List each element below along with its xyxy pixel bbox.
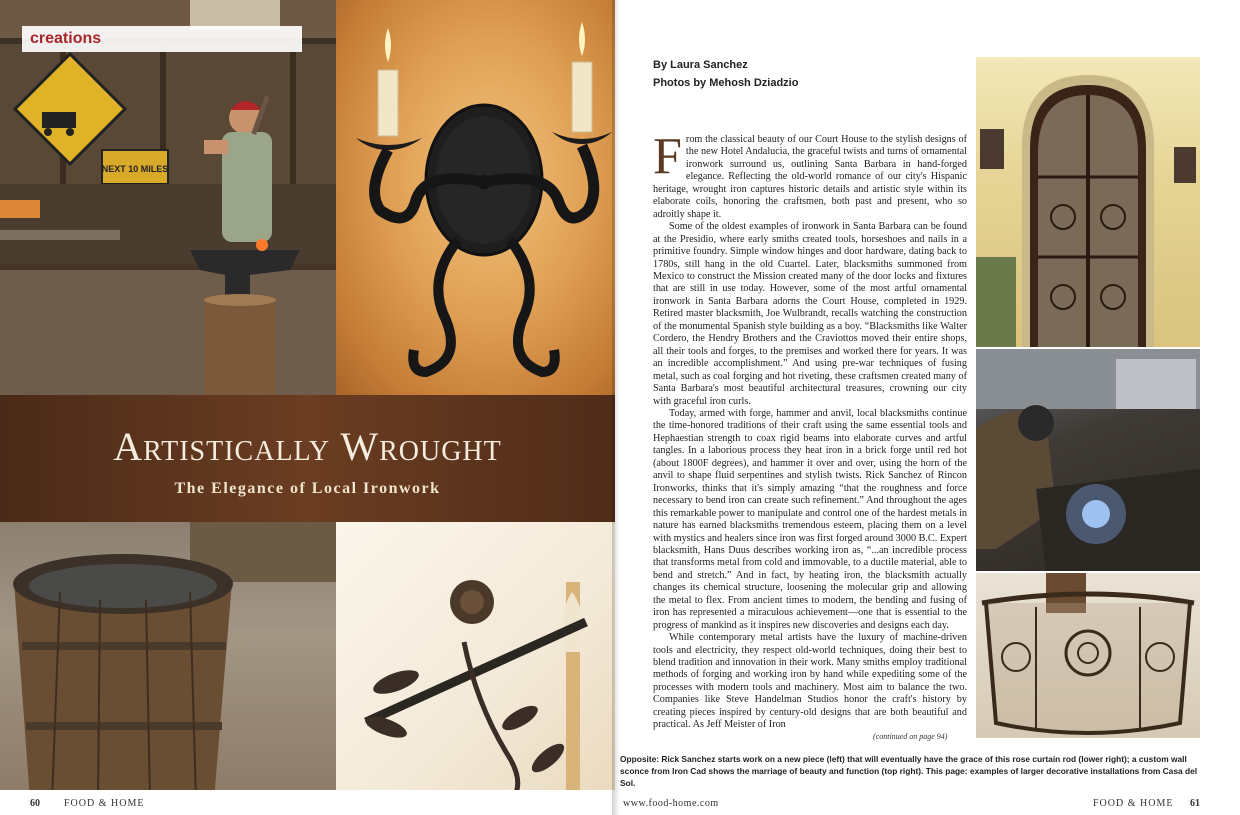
photo-wall-sconce [336, 0, 615, 395]
left-page [0, 0, 615, 815]
paragraph: Some of the oldest examples of ironwork in Santa Barbara can be found at the Presidio, where early smiths created tools, horseshoes and nails in a primitive foundry. Simple window hinges and door hardware, dating back to 1780s, still hang in the old Cuartel. Later, blacksmiths summoned from Mexico to construct the Mission created many of the door locks and fixtures that are still in use today. However, some of the most artful ornamental ironwork in Santa Barbara adorns the Court House, completed in 1929. Retired master blacksmith, Joe Wulbrandt, recalls watching the construction of the monumental Spanish style building as a boy. “Blacksmiths like Walter Cordero, the Hendry Brothers and the Craviottos moved their entire shops, all their tools and forges, to the premises and worked there for years. It was an incredible accomplishment.” And using pre-war techniques of fusing metal, such as coal forging and hot riveting, these craftsmen created many of Santa Barbara's most beautiful architectural treasures, crowning our city with graceful iron curls. [653, 221, 967, 407]
page-gutter [612, 0, 620, 815]
photo-iron-door [976, 57, 1200, 347]
footer-magazine-right: FOOD & HOME [1093, 798, 1174, 809]
footer-magazine-left: FOOD & HOME [64, 798, 145, 809]
title-band [0, 395, 615, 522]
article-title: Artistically Wrought [113, 424, 502, 469]
paragraph-text: rom the classical beauty of our Court House to the stylish designs of the new Hotel Andalucia, the graceful twists and turns of ornamental ironwork surround us, outlining Santa Barbara in hand-forged elegance. Reflecting the old-world romance of our city's Hispanic heritage, wrought iron captures historic details and artistic style within its elaborate coils, honoring the craftsmen, both past and present, who so adroitly shape it. [653, 134, 967, 220]
paragraph: Today, armed with forge, hammer and anvil, local blacksmiths continue the time-honored traditions of their craft using the same essential tools and Hephaestian strength to coax rigid beams into elaborate curves and artful tangles. In a laborious process they heat iron in a brick forge until red hot (about 1800F degrees), and hammer it over and over, using the horn of the anvil to shape fluid serpentines and stylish twists. Rick Sanchez of Rincon Ironworks, thinks that it's simply amazing “that the roughness and force necessary to bend iron can create such refinement.” And throughout the ages this remarkable power to manipulate and control one of the hardest metals in nature has earned blacksmiths tremendous esteem, placing them on a level with mystics and healers since iron was first forged around 3000 B.C. Expert blacksmith, Hans Duus describes working iron as, “...an incredible process that transforms metal from cold and immovable, to a ductile material, able to bend and stretch.” And in fact, by heating iron, the blacksmith actually changes its chemical structure, loosening the molecular grip and allowing the metal to flex. From ancient times to modern, the bending and fusing of iron has represented a miraculous achievement—one that is essential to the progress of mankind as it inspires new discoveries and designs each day. [653, 407, 967, 631]
continued-note: (continued on page 94) [873, 732, 948, 741]
photo-welder [976, 349, 1200, 571]
byline [653, 56, 798, 92]
author-credit: By Laura Sanchez [653, 59, 748, 71]
right-page [615, 0, 1240, 815]
sign-text: NEXT 10 MILES [101, 164, 169, 174]
page-number-left: 60 [30, 798, 40, 809]
drop-cap: F [653, 128, 682, 185]
paragraph: While contemporary metal artists have the luxury of machine-driven tools and electricity, they respect old-world techniques, doing their best to blend tradition and innovation in their work. Many smiths employ traditional methods of forging and working iron by hand while expediting some of the processes with modern tools and machinery. Most aim to balance the two. Companies like Steve Handelman Studios honor the craft's history by creating pieces inspired by century-old designs that are both beautiful and practical. As Jeff Meister of Iron [653, 632, 967, 731]
photo-caption: Opposite: Rick Sanchez starts work on a new piece (left) that will eventually have the grace of this rose curtain rod (lower right); a custom wall sconce from Iron Cad shows the marriage of beauty and function (top right). This page: examples of larger decorative installations from Casa del Sol. [620, 754, 1198, 788]
footer-url: www.food-home.com [623, 798, 719, 809]
section-label: creations [22, 26, 302, 52]
photo-credit: Photos by Mehosh Dziadzio [653, 77, 799, 89]
right-footer [615, 790, 1240, 815]
photo-blacksmith-forge [0, 0, 336, 395]
article-body [653, 128, 967, 732]
left-footer [0, 790, 615, 815]
paragraph [653, 128, 967, 221]
photo-iron-balcony [976, 573, 1200, 738]
page-number-right: 61 [1190, 798, 1200, 809]
article-subtitle: The Elegance of Local Ironwork [174, 480, 441, 497]
photo-rose-curtain-rod [336, 522, 615, 800]
photo-water-barrel [0, 522, 336, 800]
